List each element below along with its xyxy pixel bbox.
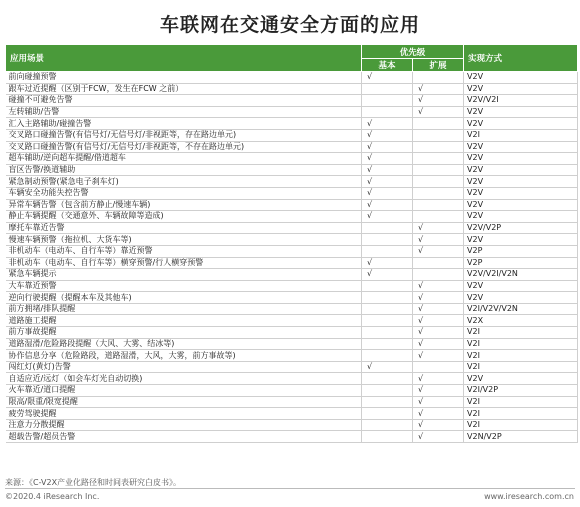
cell-basic: [362, 385, 413, 397]
cell-basic: [362, 95, 413, 107]
cell-basic: [362, 396, 413, 408]
table-row: [6, 83, 578, 95]
table-row: [6, 373, 578, 385]
cell-scenario: 前向碰撞预警: [6, 72, 362, 84]
table-row: [6, 234, 578, 246]
cell-extended: [413, 211, 464, 223]
table-row: [6, 361, 578, 373]
cell-basic: √: [362, 164, 413, 176]
cell-basic: [362, 373, 413, 385]
cell-basic: [362, 419, 413, 431]
cell-method: V2V/V2I: [464, 95, 578, 107]
cell-basic: [362, 408, 413, 420]
cell-basic: √: [362, 269, 413, 281]
cell-method: V2V: [464, 118, 578, 130]
cell-scenario: 非机动车（电动车、自行车等）横穿预警/行人横穿预警: [6, 257, 362, 269]
cell-scenario: 跟车过近提醒（区别于FCW，发生在FCW 之前）: [6, 83, 362, 95]
table-row: [6, 129, 578, 141]
cell-basic: [362, 83, 413, 95]
table-row: [6, 315, 578, 327]
cell-extended: √: [413, 292, 464, 304]
cell-extended: √: [413, 327, 464, 339]
table-row: [6, 95, 578, 107]
table-body: [6, 72, 578, 443]
table-row: [6, 106, 578, 118]
table-row: [6, 222, 578, 234]
cell-method: V2V: [464, 187, 578, 199]
table-row: [6, 141, 578, 153]
footer-divider: [5, 488, 575, 489]
cell-extended: [413, 72, 464, 84]
table-row: [6, 199, 578, 211]
cell-extended: √: [413, 338, 464, 350]
table-row: [6, 164, 578, 176]
cell-extended: √: [413, 315, 464, 327]
cell-basic: [362, 315, 413, 327]
cell-scenario: 紧急车辆提示: [6, 269, 362, 281]
cell-basic: [362, 106, 413, 118]
cell-scenario: 限高/限重/限宽提醒: [6, 396, 362, 408]
cell-scenario: 异常车辆告警（包含前方静止/慢速车辆): [6, 199, 362, 211]
cell-basic: √: [362, 199, 413, 211]
cell-scenario: 超载告警/超员告警: [6, 431, 362, 443]
cell-basic: √: [362, 211, 413, 223]
table-row: [6, 211, 578, 223]
cell-scenario: 紧急制动预警(紧急电子刹车灯): [6, 176, 362, 188]
cell-extended: √: [413, 408, 464, 420]
website-text: www.iresearch.com.cn: [484, 492, 574, 501]
cell-scenario: 前方事故提醒: [6, 327, 362, 339]
header-extended: 扩展: [413, 59, 464, 72]
cell-extended: [413, 153, 464, 165]
cell-extended: [413, 129, 464, 141]
cell-method: V2I: [464, 350, 578, 362]
cell-basic: √: [362, 257, 413, 269]
cell-scenario: 静止车辆提醒（交通意外、车辆故障等造成): [6, 211, 362, 223]
cell-basic: [362, 222, 413, 234]
cell-method: V2N/V2P: [464, 431, 578, 443]
cell-method: V2I/V2V/V2N: [464, 303, 578, 315]
cell-scenario: 道路施工提醒: [6, 315, 362, 327]
cell-scenario: 大车靠近预警: [6, 280, 362, 292]
cell-scenario: 超车辅助/逆向超车提醒/借道超车: [6, 153, 362, 165]
cell-extended: √: [413, 419, 464, 431]
cell-scenario: 逆向行驶提醒（提醒本车及其他车): [6, 292, 362, 304]
table-row: [6, 280, 578, 292]
cell-scenario: 火车靠近/道口提醒: [6, 385, 362, 397]
cell-extended: [413, 118, 464, 130]
cell-method: V2V: [464, 106, 578, 118]
cell-basic: √: [362, 118, 413, 130]
cell-method: V2V: [464, 153, 578, 165]
cell-scenario: 注意力分散提醒: [6, 419, 362, 431]
cell-extended: √: [413, 83, 464, 95]
cell-scenario: 车辆安全功能失控告警: [6, 187, 362, 199]
cell-extended: [413, 199, 464, 211]
cell-scenario: 左转辅助/告警: [6, 106, 362, 118]
application-table: [5, 44, 578, 443]
table-row: [6, 245, 578, 257]
table-row: [6, 419, 578, 431]
cell-basic: √: [362, 187, 413, 199]
cell-basic: [362, 303, 413, 315]
table-row: [6, 408, 578, 420]
cell-method: V2V: [464, 176, 578, 188]
table-row: [6, 338, 578, 350]
cell-extended: √: [413, 350, 464, 362]
table-row: [6, 350, 578, 362]
cell-basic: √: [362, 176, 413, 188]
table-row: [6, 118, 578, 130]
cell-scenario: 非机动车（电动车、自行车等）靠近预警: [6, 245, 362, 257]
cell-basic: √: [362, 361, 413, 373]
cell-method: V2V: [464, 234, 578, 246]
cell-method: V2V: [464, 292, 578, 304]
cell-scenario: 碰撞不可避免告警: [6, 95, 362, 107]
cell-extended: √: [413, 385, 464, 397]
header-scenario: 应用场景: [6, 45, 362, 72]
cell-basic: [362, 350, 413, 362]
cell-extended: [413, 187, 464, 199]
cell-method: V2I: [464, 396, 578, 408]
cell-method: V2I: [464, 129, 578, 141]
table-row: [6, 385, 578, 397]
source-note: 来源：《C-V2X产业化路径和时间表研究白皮书》。: [5, 478, 182, 487]
cell-method: V2I/V2P: [464, 385, 578, 397]
header-priority: 优先级: [362, 45, 464, 59]
cell-method: V2I: [464, 408, 578, 420]
cell-method: V2V: [464, 199, 578, 211]
cell-basic: [362, 431, 413, 443]
cell-scenario: 慢速车辆预警（拖拉机、大货车等): [6, 234, 362, 246]
cell-basic: [362, 280, 413, 292]
cell-extended: [413, 269, 464, 281]
cell-method: V2V: [464, 72, 578, 84]
table-row: [6, 327, 578, 339]
cell-method: V2V: [464, 373, 578, 385]
cell-extended: √: [413, 396, 464, 408]
cell-scenario: 疲劳驾驶提醒: [6, 408, 362, 420]
cell-method: V2X: [464, 315, 578, 327]
copyright-text: ©2020.4 iResearch Inc.: [5, 492, 100, 501]
cell-method: V2V: [464, 164, 578, 176]
cell-scenario: 交叉路口碰撞告警(有信号灯/无信号灯/非视距等，存在路边单元): [6, 129, 362, 141]
cell-method: V2P: [464, 245, 578, 257]
cell-method: V2V: [464, 83, 578, 95]
cell-extended: √: [413, 303, 464, 315]
cell-basic: √: [362, 153, 413, 165]
cell-method: V2V: [464, 280, 578, 292]
cell-method: V2V: [464, 141, 578, 153]
table-row: [6, 176, 578, 188]
cell-scenario: 自适应近/远灯（如会车灯光自动切换): [6, 373, 362, 385]
table-row: [6, 257, 578, 269]
cell-scenario: 盲区告警/换道辅助: [6, 164, 362, 176]
cell-basic: √: [362, 141, 413, 153]
table-row: [6, 187, 578, 199]
cell-extended: [413, 176, 464, 188]
table-row: [6, 269, 578, 281]
cell-scenario: 前方拥堵/排队提醒: [6, 303, 362, 315]
cell-extended: √: [413, 373, 464, 385]
table-row: [6, 303, 578, 315]
table-row: [6, 292, 578, 304]
cell-scenario: 摩托车靠近告警: [6, 222, 362, 234]
cell-basic: [362, 245, 413, 257]
cell-extended: [413, 257, 464, 269]
cell-scenario: 协作信息分享（危险路段，道路湿滑，大风，大雾，前方事故等): [6, 350, 362, 362]
table-row: [6, 396, 578, 408]
header-basic: 基本: [362, 59, 413, 72]
cell-method: V2I: [464, 338, 578, 350]
cell-extended: √: [413, 95, 464, 107]
cell-extended: √: [413, 222, 464, 234]
cell-method: V2I: [464, 419, 578, 431]
cell-basic: √: [362, 72, 413, 84]
table-row: [6, 72, 578, 84]
cell-extended: [413, 164, 464, 176]
table-row: [6, 153, 578, 165]
cell-extended: √: [413, 431, 464, 443]
cell-method: V2V/V2I/V2N: [464, 269, 578, 281]
page-title: 车联网在交通安全方面的应用: [159, 14, 420, 36]
cell-extended: [413, 361, 464, 373]
cell-basic: [362, 327, 413, 339]
cell-method: V2V/V2P: [464, 222, 578, 234]
cell-method: V2V: [464, 211, 578, 223]
cell-extended: √: [413, 280, 464, 292]
cell-extended: √: [413, 234, 464, 246]
cell-extended: √: [413, 106, 464, 118]
cell-basic: √: [362, 129, 413, 141]
table-row: [6, 431, 578, 443]
cell-basic: [362, 292, 413, 304]
cell-scenario: 交叉路口碰撞告警(有信号灯/无信号灯/非视距等，不存在路边单元): [6, 141, 362, 153]
cell-basic: [362, 338, 413, 350]
cell-scenario: 道路湿滑/危险路段提醒（大风、大雾、结冰等): [6, 338, 362, 350]
cell-extended: [413, 141, 464, 153]
cell-extended: √: [413, 245, 464, 257]
header-method: 实现方式: [464, 45, 578, 72]
cell-method: V2I: [464, 361, 578, 373]
cell-scenario: 闯红灯(黄灯)告警: [6, 361, 362, 373]
cell-basic: [362, 234, 413, 246]
cell-method: V2P: [464, 257, 578, 269]
cell-scenario: 汇入主路辅助/碰撞告警: [6, 118, 362, 130]
cell-method: V2I: [464, 327, 578, 339]
